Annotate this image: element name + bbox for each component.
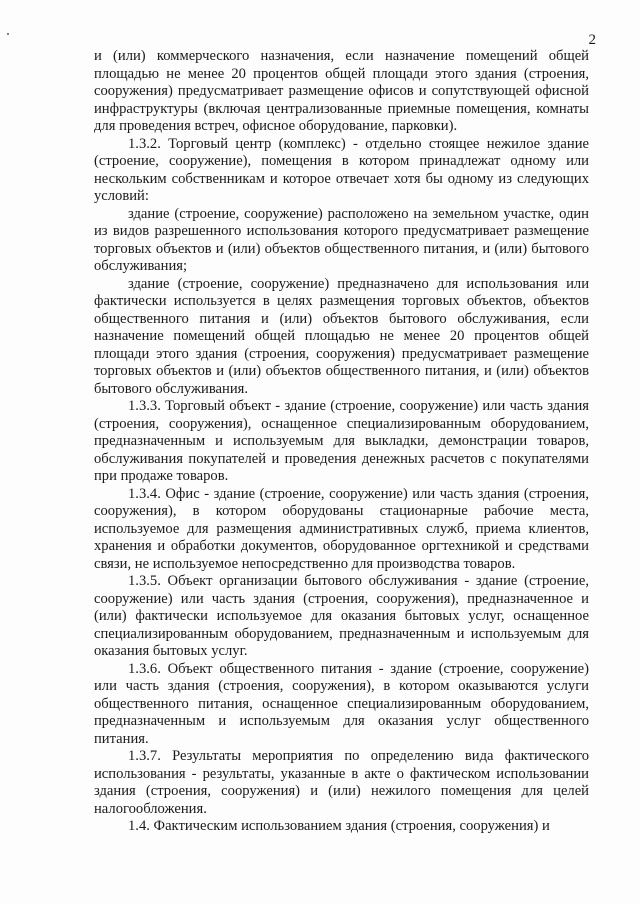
scan-artifact-dot <box>7 33 9 35</box>
document-body <box>94 48 589 836</box>
paragraph-1-4-actual-use: 1.4. Фактическим использованием здания (строения, сооружения) и <box>128 818 550 834</box>
page-number: 2 <box>588 32 596 48</box>
paragraph-1-3-7-results: 1.3.7. Результаты мероприятия по определению вида фактического использования - результаты, указанные в акте о фактическом использовании здания (строения, сооружения) и (или) нежилого помещения для целей налогообложения. <box>94 748 589 817</box>
paragraph-office-definition-continuation: и (или) коммерческого назначения, если назначение помещений общей площадью не менее 20 процентов общей площади этого здания (строения, сооружения) предусматривает размещение офисов и сопутствующей офисной инфраструктуры (включая централизованные приемные помещения, комнаты для проведения встреч, офисное оборудование, парковки). <box>94 48 589 134</box>
paragraph-condition-usage: здание (строение, сооружение) предназначено для использования или фактически используется в целях размещения торговых объектов, объектов общественного питания и (или) объектов бытового обслуживания, если назначение помещений общей площадью не менее 20 процентов общей площади этого здания (строения, сооружения) предусматривает размещение торговых объектов и (или) объектов общественного питания, и (или) объектов бытового обслуживания. <box>94 275 589 397</box>
paragraph-1-3-6-catering: 1.3.6. Объект общественного питания - здание (строение, сооружение) или часть здания (строения, сооружения), в котором оказываются услуги общественного питания, оснащенное специализированным оборудованием, предназначенным и используемым для оказания услуг общественного питания. <box>94 660 589 747</box>
paragraph-condition-land-plot: здание (строение, сооружение) расположено на земельном участке, один из видов разрешенного использования которого предусматривает размещение торговых объектов и (или) объектов общественного питания, и (или) бытового обслуживания; <box>94 205 589 274</box>
paragraph-1-3-3-retail-object: 1.3.3. Торговый объект - здание (строение, сооружение) или часть здания (строения, сооружения), оснащенное специализированным оборудованием, предназначенным и используемым для выкладки, демонстрации товаров, обслуживания покупателей и проведения денежных расчетов с покупателями при продаже товаров. <box>94 398 589 484</box>
paragraph-1-3-5-consumer-services: 1.3.5. Объект организации бытового обслуживания - здание (строение, сооружение) или часть здания (строения, сооружения), предназначенное и (или) фактически используемое для оказания бытовых услуг, оснащенное специализированным оборудованием, предназначенным и используемым для оказания бытовых услуг. <box>94 573 589 659</box>
paragraph-1-3-4-office: 1.3.4. Офис - здание (строение, сооружение) или часть здания (строения, сооружения), в котором оборудованы стационарные рабочие места, используемое для размещения административных служб, приема клиентов, хранения и обработки документов, оборудованное оргтехникой и средствами связи, не используемое непосредственно для производства товаров. <box>94 485 589 572</box>
paragraph-1-3-2-shopping-center: 1.3.2. Торговый центр (комплекс) - отдельно стоящее нежилое здание (строение, сооружение), помещения в котором принадлежат одному или нескольким собственникам и которое отвечает хотя бы одному из следующих условий: <box>94 135 589 204</box>
